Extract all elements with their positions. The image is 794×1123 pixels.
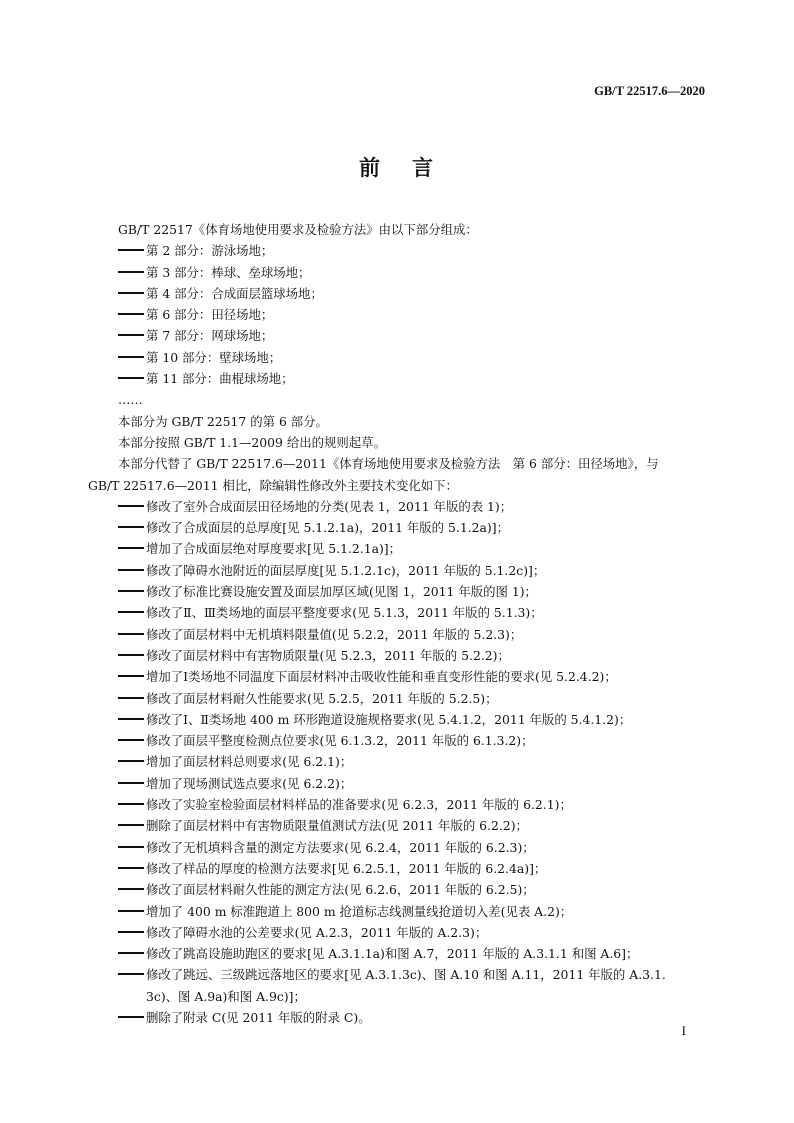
dash-mark (118, 271, 144, 274)
change-item (88, 581, 708, 602)
change-item (88, 560, 708, 581)
dash-mark (118, 1016, 144, 1019)
part-item-text: 第 4 部分：合成面层篮球场地； (146, 285, 323, 301)
dash-mark (118, 313, 144, 316)
change-item (88, 709, 708, 730)
dash-mark (118, 910, 144, 913)
dash-mark (118, 739, 144, 742)
part-item-text: 第 11 部分：曲棍球场地； (146, 371, 294, 387)
paragraph-replacement-line1: 本部分代替了 GB/T 22517.6—2011《体育场地使用要求及检验方法 第 6 部分：田径场地》，与 (118, 456, 659, 472)
part-item (88, 304, 708, 325)
page-number: I (681, 1023, 686, 1038)
standard-number: GB/T 22517.6—2020 (594, 84, 705, 98)
change-item-wrapped (88, 964, 708, 985)
change-item (88, 837, 708, 858)
change-item-text: 修改了面层材料耐久性能的测定方法(见 6.2.6，2011 年版的 6.2.5)； (146, 882, 535, 898)
change-item-text: 修改了面层平整度检测点位要求(见 6.1.3.2，2011 年版的 6.1.3.2)； (146, 733, 534, 749)
dash-mark (118, 377, 144, 380)
change-item-text: 增加了面层材料总则要求(见 6.2.1)； (146, 754, 353, 770)
change-item-text: 修改了障碍水池的公差要求(见 A.2.3，2011 年版的 A.2.3)； (146, 924, 488, 940)
title-char-1: 前 (359, 156, 382, 180)
dash-mark (118, 633, 144, 636)
change-item (88, 794, 708, 815)
dash-mark (118, 718, 144, 721)
change-item (88, 1007, 708, 1028)
change-item-text: 修改了面层材料中无机填料限量值(见 5.2.2，2011 年版的 5.2.3)； (146, 626, 523, 642)
change-item (88, 879, 708, 900)
change-item-continuation: 3c)、图 A.9a)和图 A.9c)]； (146, 988, 306, 1004)
part-item-text: 第 3 部分：棒球、垒球场地； (146, 264, 311, 280)
part-item (88, 347, 708, 368)
change-item (88, 496, 708, 517)
change-item-text: 修改了Ⅰ、Ⅱ类场地 400 m 环形跑道设施规格要求(见 5.4.1.2，2011 年版的 5.4.1.2)； (146, 711, 632, 727)
dash-mark (118, 888, 144, 891)
dash-mark (118, 867, 144, 870)
change-item-text: 删除了面层材料中有害物质限量值测试方法(见 2011 年版的 6.2.2)； (146, 818, 528, 834)
change-item-text: 修改了实验室检验面层材料样品的准备要求(见 6.2.3，2011 年版的 6.2.1)； (146, 797, 572, 813)
dash-mark (118, 505, 144, 508)
change-item (88, 517, 708, 538)
change-item-text: 修改了标准比赛设施安置及面层加厚区域(见图 1，2011 年版的图 1)； (146, 584, 537, 600)
ellipsis: …… (118, 392, 143, 408)
change-item-text: 修改了室外合成面层田径场地的分类(见表 1，2011 年版的表 1)； (146, 498, 513, 514)
paragraph-part-number: 本部分为 GB/T 22517 的第 6 部分。 (118, 413, 328, 429)
change-item (88, 645, 708, 666)
change-item-text: 修改了样品的厚度的检测方法要求[见 6.2.5.1，2011 年版的 6.2.4a)]； (146, 860, 547, 876)
change-item-text: 增加了 400 m 标准跑道上 800 m 抢道标志线测量线抢道切入差(见表 A.2)； (146, 903, 573, 919)
change-item-text: 修改了跳远、三级跳远落地区的要求[见 A.3.1.3c)、图 A.10 和图 A.11，2011 年版的 A.3.1. (146, 967, 666, 983)
change-item-text: 修改了Ⅱ、Ⅲ类场地的面层平整度要求(见 5.1.3，2011 年版的 5.1.3)； (146, 605, 543, 621)
dash-mark (118, 931, 144, 934)
change-item-text: 增加了Ⅰ类场地不同温度下面层材料冲击吸收性能和垂直变形性能的要求(见 5.2.4.2)； (146, 669, 617, 685)
dash-mark (118, 356, 144, 359)
dash-mark (118, 803, 144, 806)
title-char-2: 言 (412, 156, 435, 180)
foreword-body (88, 219, 708, 1028)
dash-mark (118, 547, 144, 550)
part-item-text: 第 2 部分：游泳场地； (146, 243, 274, 259)
change-item (88, 815, 708, 836)
change-item (88, 922, 708, 943)
change-item (88, 943, 708, 964)
part-item (88, 325, 708, 346)
change-item (88, 773, 708, 794)
change-item-text: 修改了跳高设施助跑区的要求[见 A.3.1.1a)和图 A.7，2011 年版的 A.3.1.1 和图 A.6]； (146, 946, 639, 962)
change-item (88, 624, 708, 645)
dash-mark (118, 697, 144, 700)
change-item (88, 538, 708, 559)
change-item (88, 602, 708, 623)
part-item-text: 第 6 部分：田径场地； (146, 307, 274, 323)
part-item-text: 第 7 部分：网球场地； (146, 328, 274, 344)
change-item (88, 730, 708, 751)
dash-mark (118, 292, 144, 295)
page-title (0, 152, 794, 182)
dash-mark (118, 952, 144, 955)
change-item-text: 增加了合成面层绝对厚度要求[见 5.1.2.1a)]； (146, 541, 402, 557)
part-item (88, 283, 708, 304)
part-item (88, 368, 708, 389)
dash-mark (118, 249, 144, 252)
change-item-text: 修改了面层材料中有害物质限量(见 5.2.3，2011 年版的 5.2.2)； (146, 647, 510, 663)
change-item-text: 增加了现场测试选点要求(见 6.2.2)； (146, 775, 353, 791)
change-item-text: 修改了障碍水池附近的面层厚度[见 5.1.2.1c)，2011 年版的 5.1.2c)]； (146, 562, 546, 578)
change-item-text: 修改了合成面层的总厚度[见 5.1.2.1a)，2011 年版的 5.1.2a)]； (146, 520, 509, 536)
part-item (88, 262, 708, 283)
change-item-text: 修改了面层材料耐久性能要求(见 5.2.5，2011 年版的 5.2.5)； (146, 690, 498, 706)
change-item (88, 901, 708, 922)
paragraph-replacement-line2: GB/T 22517.6—2011 相比，除编辑性修改外主要技术变化如下： (88, 477, 458, 493)
dash-mark (118, 782, 144, 785)
change-item (88, 666, 708, 687)
dash-mark (118, 760, 144, 763)
change-item-text: 修改了无机填料含量的测定方法要求(见 6.2.4，2011 年版的 6.2.3)； (146, 839, 535, 855)
part-item-text: 第 10 部分：壁球场地； (146, 349, 282, 365)
intro-paragraph: GB/T 22517《体育场地使用要求及检验方法》由以下部分组成： (118, 222, 478, 237)
paragraph-drafting-rules: 本部分按照 GB/T 1.1—2009 给出的规则起草。 (118, 434, 386, 450)
dash-mark (118, 334, 144, 337)
dash-mark (118, 654, 144, 657)
dash-mark (118, 611, 144, 614)
change-item (88, 751, 708, 772)
part-item (88, 240, 708, 261)
dash-mark (118, 526, 144, 529)
change-item (88, 858, 708, 879)
dash-mark (118, 973, 144, 976)
dash-mark (118, 675, 144, 678)
dash-mark (118, 569, 144, 572)
dash-mark (118, 824, 144, 827)
dash-mark (118, 846, 144, 849)
change-item (88, 688, 708, 709)
change-item-text: 删除了附录 C(见 2011 年版的附录 C)。 (146, 1009, 371, 1025)
dash-mark (118, 590, 144, 593)
